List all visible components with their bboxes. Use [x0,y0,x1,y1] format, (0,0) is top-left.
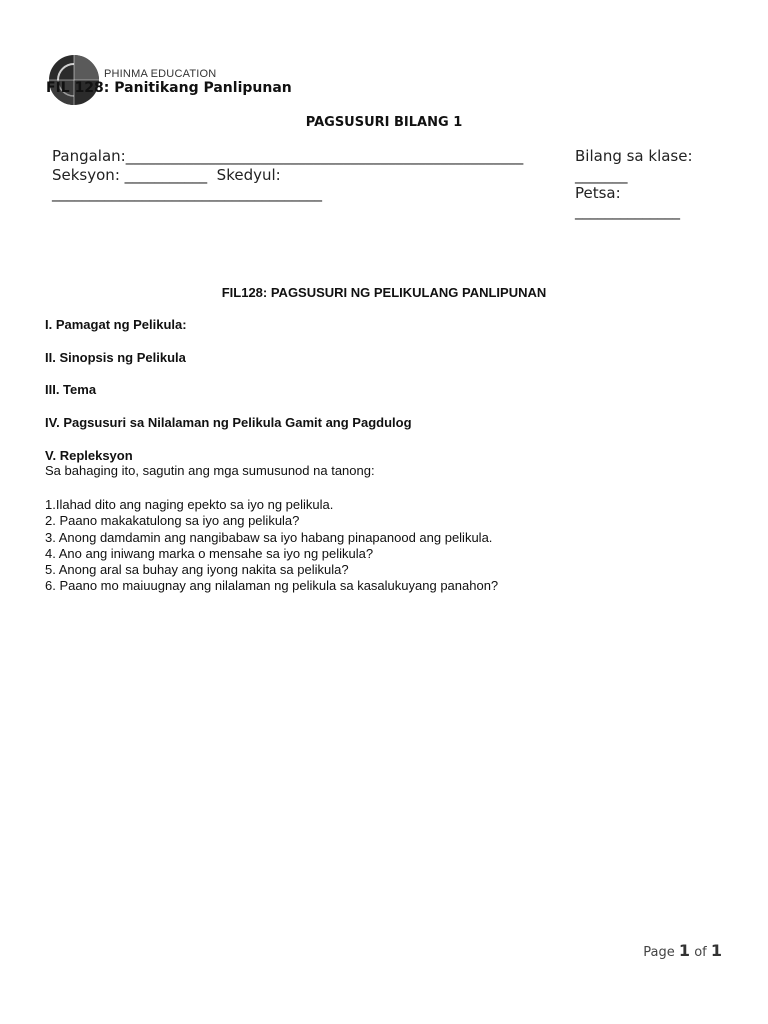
question-item: 3. Anong damdamin ang nangibabaw sa iyo habang pinapanood ang pelikula. [45,529,493,545]
question-list [45,497,498,595]
section-pagsusuri: IV. Pagsusuri sa Nilalaman ng Pelikula Gamit ang Pagdulog [45,415,412,430]
page-number [643,941,722,960]
question-item: 5. Anong aral sa buhay ang iyong nakita sa pelikula? [45,562,349,578]
section-repleksyon: V. Repleksyon [45,448,133,463]
section-tema: III. Tema [45,382,97,397]
question-item: 1.Ilahad dito ang naging epekto sa iyo ng pelikula. [45,497,334,512]
of-label: of [694,945,707,960]
skedyul-blank: ____________________________________ [52,184,322,202]
question-item: 4. Ano ang iniwang marka o mensahe sa iyo ng pelikula? [45,545,374,561]
section-sinopsis: II. Sinopsis ng Pelikula [45,350,186,365]
course-title: FIL 128: Panitikang Panlipunan [46,80,292,96]
page-label: Page [643,945,675,960]
document-title: PAGSUSURI BILANG 1 [305,115,463,130]
section-title: FIL128: PAGSUSURI NG PELIKULANG PANLIPUNAN [221,285,547,300]
current-page: 1 [678,941,691,960]
total-pages: 1 [710,941,722,960]
logo-text: PHINMA EDUCATION [104,68,217,80]
petsa-label: Petsa: [575,184,621,202]
seksyon-skedyul-field: Seksyon: ___________ Skedyul: [52,166,281,184]
bilang-blank: _______ [575,166,628,184]
section-pamagat: I. Pamagat ng Pelikula: [45,317,187,332]
question-item: 2. Paano makakatulong sa iyo ang pelikula? [45,513,300,529]
pangalan-field: Pangalan:_____________________________________________________ [52,147,524,165]
bilang-label: Bilang sa klase: [575,147,693,165]
petsa-blank: ______________ [575,202,680,220]
instructions: Sa bahaging ito, sagutin ang mga sumusunod na tanong: [45,463,375,478]
question-item: 6. Paano mo maiuugnay ang nilalaman ng pelikula sa kasalukuyang panahon? [45,578,499,594]
